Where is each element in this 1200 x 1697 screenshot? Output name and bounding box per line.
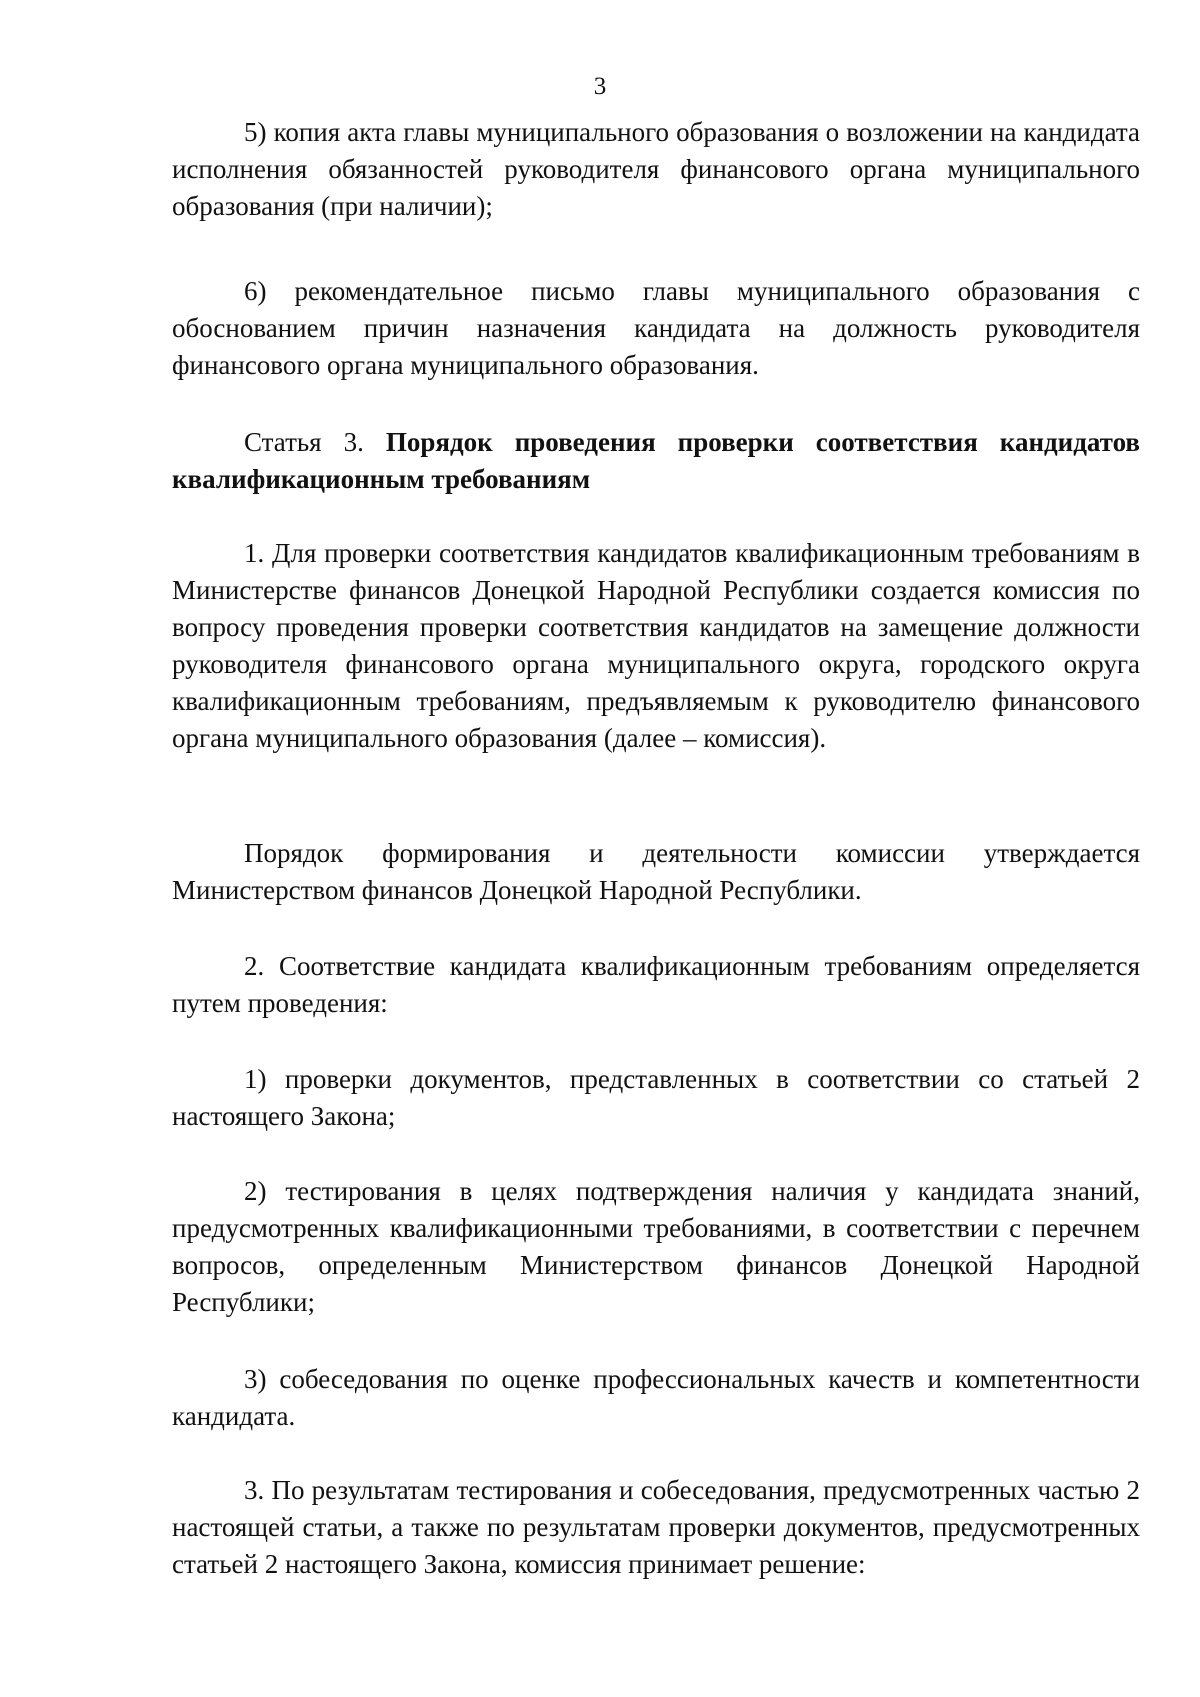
page-number: 3	[593, 73, 607, 100]
paragraph-part-1: 1. Для проверки соответствия кандидатов квалификационным требованиям в Министерстве финансов Донецкой Народной Республики создается комиссия по вопросу проведения проверки соответствия кандидатов на замещение должности руководителя финансового органа муниципального округа, городского округа квалификационным требованиям, предъявляемым к руководителю финансового органа муниципального образования (далее – комиссия).	[172, 538, 1140, 753]
paragraph-commission-order: Порядок формирования и деятельности комиссии утверждается Министерством финансов Донецкой Народной Республики.	[172, 838, 1140, 905]
article-heading	[172, 424, 1140, 498]
paragraph-item-2: 2) тестирования в целях подтверждения наличия у кандидата знаний, предусмотренных квалификационными требованиями, в соответствии с перечнем вопросов, определенным Министерством финансов Донецкой Народной Республики;	[172, 1176, 1140, 1317]
article-number: Статья 3.	[244, 427, 386, 457]
paragraph-part-2: 2. Соответствие кандидата квалификационным требованиям определяется путем проведения:	[172, 951, 1140, 1018]
article-title: Порядок проведения проверки соответствия кандидатов квалификационным требованиям	[172, 427, 1140, 494]
paragraph-part-3: 3. По результатам тестирования и собеседования, предусмотренных частью 2 настоящей статьи, а также по результатам проверки документов, предусмотренных статьей 2 настоящего Закона, комиссия принимает решение:	[172, 1475, 1140, 1579]
paragraph-item-6: 6) рекомендательное письмо главы муниципального образования с обоснованием причин назначения кандидата на должность руководителя финансового органа муниципального образования.	[172, 276, 1140, 380]
paragraph-item-3: 3) собеседования по оценке профессиональных качеств и компетентности кандидата.	[172, 1364, 1140, 1431]
paragraph-item-5: 5) копия акта главы муниципального образования о возложении на кандидата исполнения обязанностей руководителя финансового органа муниципального образования (при наличии);	[172, 117, 1140, 221]
paragraph-item-1: 1) проверки документов, представленных в соответствии со статьей 2 настоящего Закона;	[172, 1064, 1140, 1131]
